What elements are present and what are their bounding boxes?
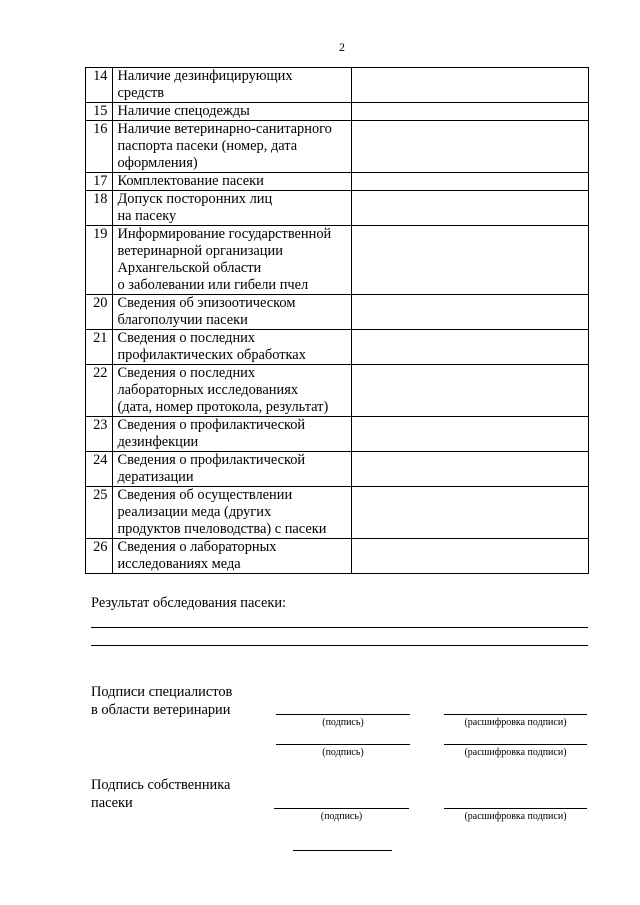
owner-signature-caption: (подпись) xyxy=(320,811,363,822)
row-item-name xyxy=(113,539,351,574)
row-value-cell[interactable] xyxy=(351,103,588,121)
page-number: 2 xyxy=(339,40,345,54)
specialist-2-transcript-line[interactable] xyxy=(444,744,587,745)
row-item-name xyxy=(113,226,351,295)
row-item-name xyxy=(113,173,351,191)
table-row xyxy=(86,295,589,330)
owner-transcript-caption: (расшифровка подписи) xyxy=(464,811,567,822)
specialist-1-signature-caption: (подпись) xyxy=(322,717,364,728)
row-value-cell[interactable] xyxy=(351,68,588,103)
item-name-line: реализации меда (других xyxy=(117,504,272,520)
owner-signature-line[interactable] xyxy=(274,808,409,809)
item-name-line: Наличие дезинфицирующих xyxy=(117,68,293,84)
row-value-cell[interactable] xyxy=(351,121,588,173)
item-name-line: Сведения о последних xyxy=(117,330,256,346)
item-name-line: Сведения об осуществлении xyxy=(117,487,293,503)
item-name-line: паспорта пасеки (номер, дата xyxy=(117,138,298,154)
table-row xyxy=(86,226,589,295)
item-name-line: продуктов пчеловодства) с пасеки xyxy=(117,521,327,537)
owner-label-line-1: Подпись собственника xyxy=(91,777,231,793)
row-number: 16 xyxy=(86,121,113,173)
item-name-line: Сведения о последних xyxy=(117,365,256,381)
row-number: 21 xyxy=(86,330,113,365)
row-number: 20 xyxy=(86,295,113,330)
row-number: 24 xyxy=(86,452,113,487)
row-value-cell[interactable] xyxy=(351,452,588,487)
item-name-line: о заболевании или гибели пчел xyxy=(117,277,309,293)
specialists-label-line-1: Подписи специалистов xyxy=(91,684,233,700)
inspection-checklist-table xyxy=(85,67,589,574)
table-row xyxy=(86,103,589,121)
item-name-line: дезинфекции xyxy=(117,434,199,450)
row-number: 25 xyxy=(86,487,113,539)
row-value-cell[interactable] xyxy=(351,191,588,226)
item-name-line: Сведения об эпизоотическом xyxy=(117,295,296,311)
item-name-line: благополучии пасеки xyxy=(117,312,248,328)
row-number: 23 xyxy=(86,417,113,452)
row-item-name xyxy=(113,330,351,365)
item-name-line: на пасеку xyxy=(117,208,177,224)
specialists-label-line-2: в области ветеринарии xyxy=(91,702,231,718)
result-line-2[interactable] xyxy=(91,645,588,646)
result-line-1[interactable] xyxy=(91,627,588,628)
table-row xyxy=(86,173,589,191)
item-name-line: Информирование государственной xyxy=(117,226,332,242)
item-name-line: Допуск посторонних лиц xyxy=(117,191,273,207)
table-row xyxy=(86,487,589,539)
result-label: Результат обследования пасеки: xyxy=(91,595,287,611)
row-number: 15 xyxy=(86,103,113,121)
row-item-name xyxy=(113,452,351,487)
specialist-1-transcript-line[interactable] xyxy=(444,714,587,715)
item-name-line: Сведения о профилактической xyxy=(117,417,306,433)
item-name-line: Архангельской области xyxy=(117,260,262,276)
table-row xyxy=(86,330,589,365)
row-value-cell[interactable] xyxy=(351,487,588,539)
row-number: 22 xyxy=(86,365,113,417)
item-name-line: (дата, номер протокола, результат) xyxy=(117,399,329,415)
row-number: 17 xyxy=(86,173,113,191)
row-value-cell[interactable] xyxy=(351,330,588,365)
specialist-1-transcript-caption: (расшифровка подписи) xyxy=(464,717,567,728)
owner-label-line-2: пасеки xyxy=(91,795,133,811)
row-item-name xyxy=(113,191,351,226)
row-value-cell[interactable] xyxy=(351,539,588,574)
row-number: 26 xyxy=(86,539,113,574)
row-number: 18 xyxy=(86,191,113,226)
owner-transcript-line[interactable] xyxy=(444,808,587,809)
row-number: 14 xyxy=(86,68,113,103)
table-row xyxy=(86,539,589,574)
specialists-signature-label xyxy=(91,683,232,719)
item-name-line: дератизации xyxy=(117,469,194,485)
row-item-name xyxy=(113,295,351,330)
row-item-name xyxy=(113,417,351,452)
bottom-separator-line xyxy=(293,850,392,851)
table-row xyxy=(86,365,589,417)
item-name-line: Комплектование пасеки xyxy=(117,173,264,189)
item-name-line: лабораторных исследованиях xyxy=(117,382,299,398)
item-name-line: профилактических обработках xyxy=(117,347,306,363)
table-row xyxy=(86,68,589,103)
table-row xyxy=(86,191,589,226)
row-number: 19 xyxy=(86,226,113,295)
item-name-line: ветеринарной организации xyxy=(117,243,283,259)
row-value-cell[interactable] xyxy=(351,173,588,191)
specialist-2-signature-line[interactable] xyxy=(276,744,410,745)
specialist-2-transcript-caption: (расшифровка подписи) xyxy=(464,747,567,758)
item-name-line: Наличие спецодежды xyxy=(117,103,250,119)
row-value-cell[interactable] xyxy=(351,417,588,452)
row-value-cell[interactable] xyxy=(351,226,588,295)
item-name-line: исследованиях меда xyxy=(117,556,241,572)
checklist-body xyxy=(86,68,589,574)
row-item-name xyxy=(113,365,351,417)
row-value-cell[interactable] xyxy=(351,365,588,417)
item-name-line: Наличие ветеринарно-санитарного xyxy=(117,121,332,137)
item-name-line: Сведения о профилактической xyxy=(117,452,306,468)
table-row xyxy=(86,417,589,452)
row-item-name xyxy=(113,121,351,173)
owner-signature-label xyxy=(91,776,230,812)
specialist-2-signature-caption: (подпись) xyxy=(322,747,364,758)
row-value-cell[interactable] xyxy=(351,295,588,330)
item-name-line: средств xyxy=(117,85,165,101)
specialist-1-signature-line[interactable] xyxy=(276,714,410,715)
item-name-line: Сведения о лабораторных xyxy=(117,539,277,555)
table-row xyxy=(86,121,589,173)
row-item-name xyxy=(113,103,351,121)
item-name-line: оформления) xyxy=(117,155,198,171)
row-item-name xyxy=(113,68,351,103)
table-row xyxy=(86,452,589,487)
row-item-name xyxy=(113,487,351,539)
